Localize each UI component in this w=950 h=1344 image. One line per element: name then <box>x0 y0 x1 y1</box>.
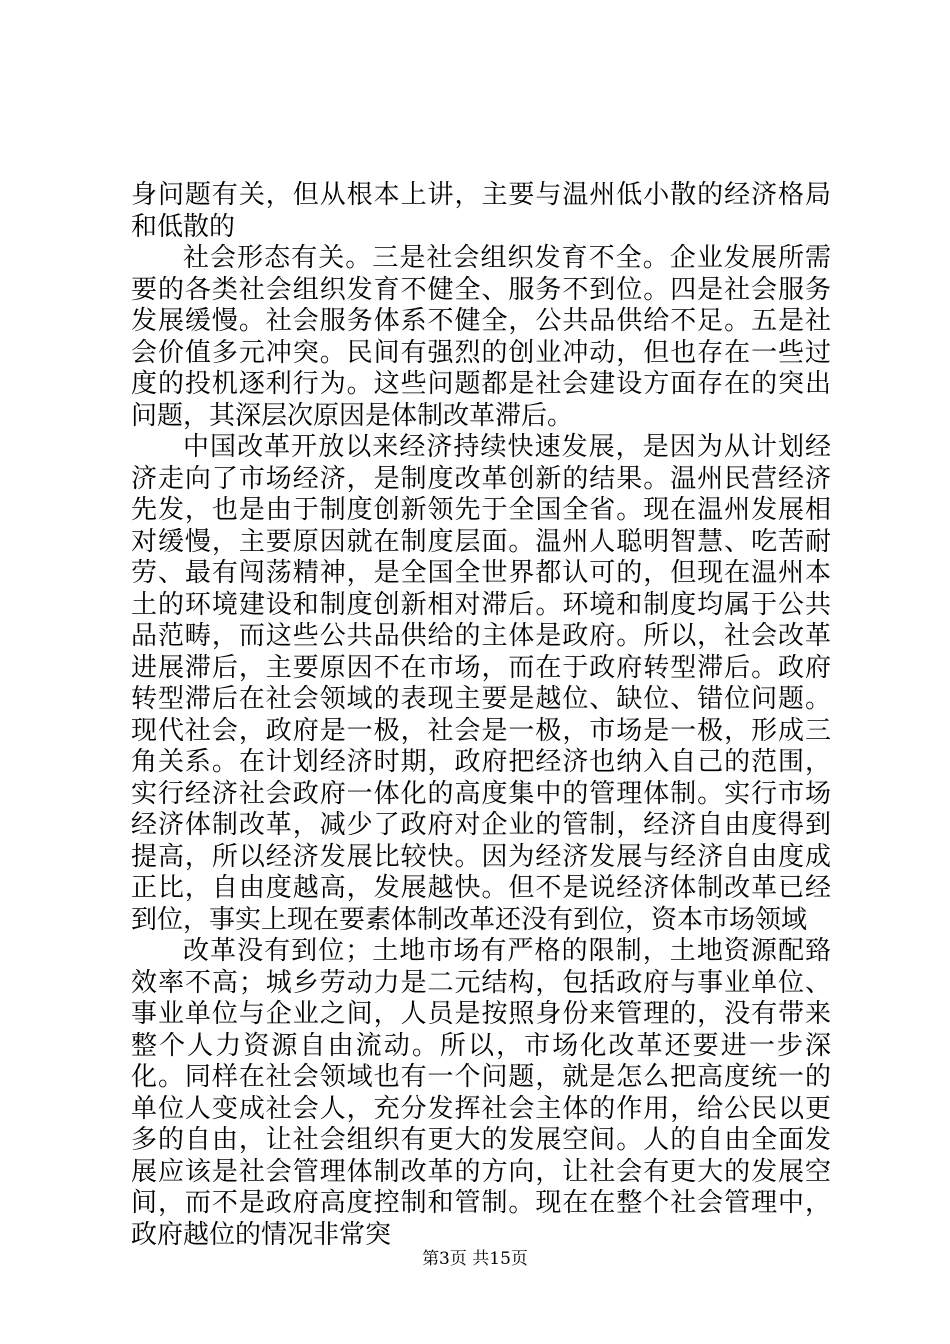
paragraph-4: 改革没有到位；土地市场有严格的限制，土地资源配臵效率不高；城乡劳动力是二元结构，包括政府与事业单位、事业单位与企业之间，人员是按照身份来管理的，没有带来整个人力资源自由流动。所以，市场化改革还要进一步深化。同样在社会领域也有一个问题，就是怎么把高度统一的单位人变成社会人，充分发挥社会主体的作用，给公民以更多的自由，让社会组织有更大的发展空间。人的自由全面发展应该是社会管理体制改革的方向，让社会有更大的发展空间，而不是政府高度控制和管制。现在在整个社会管理中，政府越位的情况非常突 <box>131 936 831 1250</box>
paragraph-1: 身问题有关，但从根本上讲，主要与温州低小散的经济格局和低散的 <box>131 180 831 242</box>
page-footer: 第3页 共15页 <box>422 1249 528 1269</box>
paragraph-2: 社会形态有关。三是社会组织发育不全。企业发展所需要的各类社会组织发育不健全、服务不到位。四是社会服务发展缓慢。社会服务体系不健全，公共品供给不足。五是社会价值多元冲突。民间有强烈的创业冲动，但也存在一些过度的投机逐利行为。这些问题都是社会建设方面存在的突出问题，其深层次原因是体制改革滞后。 <box>131 243 831 431</box>
paragraph-3: 中国改革开放以来经济持续快速发展，是因为从计划经济走向了市场经济，是制度改革创新的结果。温州民营经济先发，也是由于制度创新领先于全国全省。现在温州发展相对缓慢，主要原因就在制度层面。温州人聪明智慧、吃苦耐劳、最有闯荡精神，是全国全世界都认可的，但现在温州本土的环境建设和制度创新相对滞后。环境和制度均属于公共品范畴，而这些公共品供给的主体是政府。所以，社会改革进展滞后，主要原因不在市场，而在于政府转型滞后。政府转型滞后在社会领域的表现主要是越位、缺位、错位问题。现代社会，政府是一极，社会是一极，市场是一极，形成三角关系。在计划经济时期，政府把经济也纳入自己的范围，实行经济社会政府一体化的高度集中的管理体制。实行市场经济体制改革，减少了政府对企业的管制，经济自由度得到提高，所以经济发展比较快。因为经济发展与经济自由度成正比，自由度越高，发展越快。但不是说经济体制改革已经到位，事实上现在要素体制改革还没有到位，资本市场领域 <box>131 432 831 935</box>
body-text <box>131 180 831 1251</box>
